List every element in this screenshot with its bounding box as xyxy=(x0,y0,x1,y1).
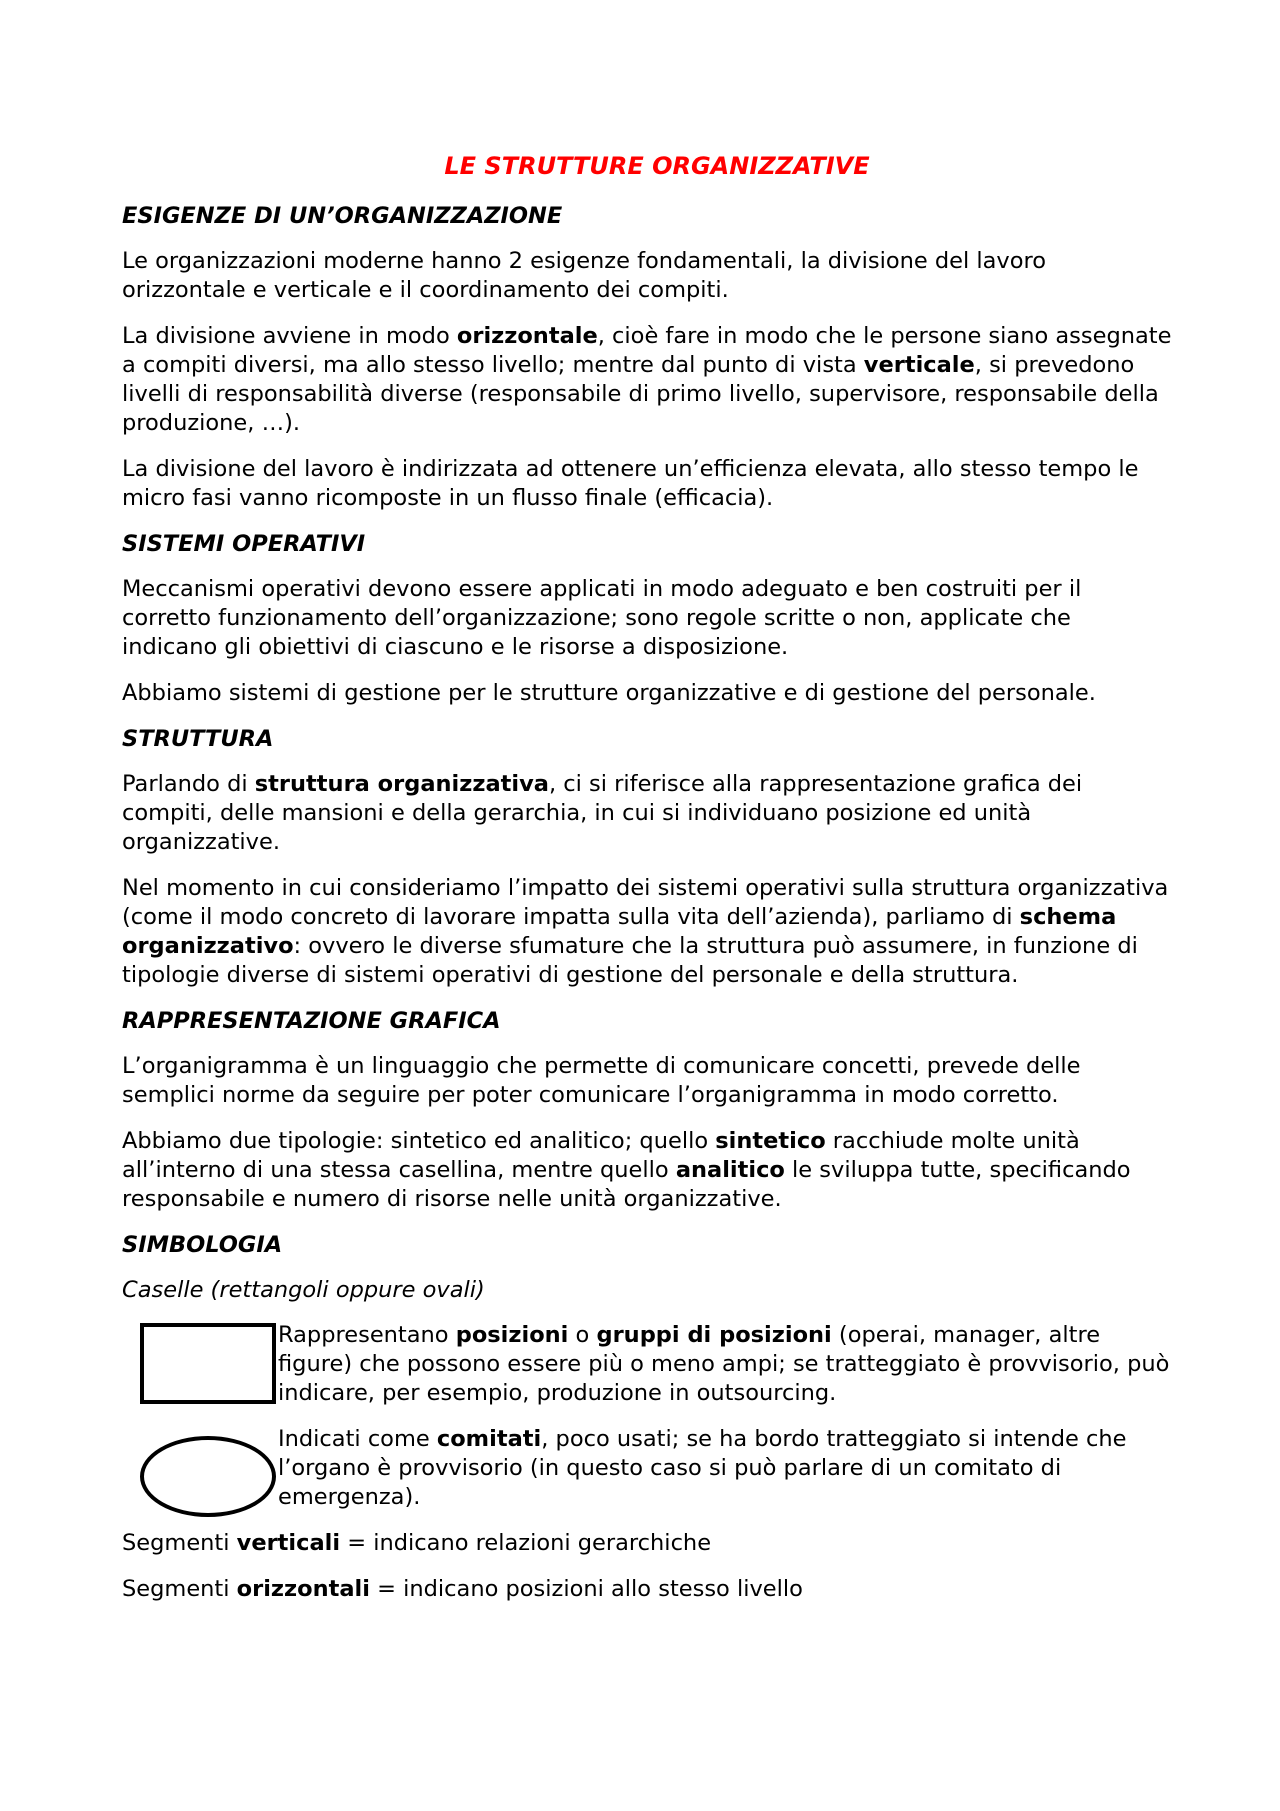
paragraph-rappresentazione-1: L’organigramma è un linguaggio che permette di comunicare concetti, prevede delle semplici norme da seguire per poter comunicare l’organigramma in modo corretto. xyxy=(122,1053,1081,1108)
paragraph-segmenti-orizzontali: Segmenti orizzontali = indicano posizioni allo stesso livello xyxy=(122,1576,803,1602)
symbol-rectangle-item: Rappresentano posizioni o gruppi di posizioni (operai, manager, altre figure) che possono essere più o meno ampi; se tratteggiato è provvisorio, può indicare, per esempio, produzione in outsourcing. xyxy=(122,1321,1172,1408)
symbol-oval-item: Indicati come comitati, poco usati; se ha bordo tratteggiato si intende che l’organo è provvisorio (in questo caso si può parlare di un comitato di emergenza). xyxy=(122,1425,1172,1512)
heading-simbologia: SIMBOLOGIA xyxy=(122,1232,283,1258)
paragraph-struttura-2: Nel momento in cui consideriamo l’impatto dei sistemi operativi sulla struttura organizzativa (come il modo concreto di lavorare impatta sulla vita dell’azienda), parliamo di schema organizzativo: ovvero le diverse sfumature che la struttura può assumere, in funzione di tipologie diverse di sistemi operativi di gestione del personale e della struttura. xyxy=(122,875,1169,988)
heading-struttura: STRUTTURA xyxy=(122,726,274,752)
paragraph-sistemi-1: Meccanismi operativi devono essere applicati in modo adeguato e ben costruiti per il corretto funzionamento dell’organizzazione; sono regole scritte o non, applicate che indicano gli obiettivi di ciascuno e le risorse a disposizione. xyxy=(122,576,1082,660)
oval-shape-icon xyxy=(140,1436,276,1517)
heading-sistemi: SISTEMI OPERATIVI xyxy=(122,531,366,557)
heading-esigenze: ESIGENZE DI UN’ORGANIZZAZIONE xyxy=(122,203,563,229)
document-title: LE STRUTTURE ORGANIZZATIVE xyxy=(444,152,870,180)
paragraph-struttura-1: Parlando di struttura organizzativa, ci si riferisce alla rappresentazione grafica dei compiti, delle mansioni e della gerarchia, in cui si individuano posizione ed unità organizzative. xyxy=(122,771,1083,855)
paragraph-esigenze-3: La divisione del lavoro è indirizzata ad ottenere un’efficienza elevata, allo stesso tempo le micro fasi vanno ricomposte in un flusso finale (efficacia). xyxy=(122,456,1139,511)
paragraph-sistemi-2: Abbiamo sistemi di gestione per le strutture organizzative e di gestione del personale. xyxy=(122,680,1096,706)
rectangle-box-icon xyxy=(140,1323,276,1404)
paragraph-segmenti-verticali: Segmenti verticali = indicano relazioni gerarchiche xyxy=(122,1530,712,1556)
document-body xyxy=(122,150,1172,1621)
paragraph-esigenze-2: La divisione avviene in modo orizzontale, cioè fare in modo che le persone siano assegnate a compiti diversi, ma allo stesso livello; mentre dal punto di vista verticale, si prevedono livelli di responsabilità diverse (responsabile di primo livello, supervisore, responsabile della produzione, …). xyxy=(122,323,1172,436)
subheading-caselle: Caselle (rettangoli oppure ovali) xyxy=(122,1277,485,1303)
paragraph-esigenze-1: Le organizzazioni moderne hanno 2 esigenze fondamentali, la divisione del lavoro orizzontale e verticale e il coordinamento dei compiti. xyxy=(122,248,1047,303)
paragraph-rappresentazione-2: Abbiamo due tipologie: sintetico ed analitico; quello sintetico racchiude molte unità all’interno di una stessa casellina, mentre quello analitico le sviluppa tutte, specificando responsabile e numero di risorse nelle unità organizzative. xyxy=(122,1128,1131,1212)
heading-rappresentazione: RAPPRESENTAZIONE GRAFICA xyxy=(122,1008,501,1034)
